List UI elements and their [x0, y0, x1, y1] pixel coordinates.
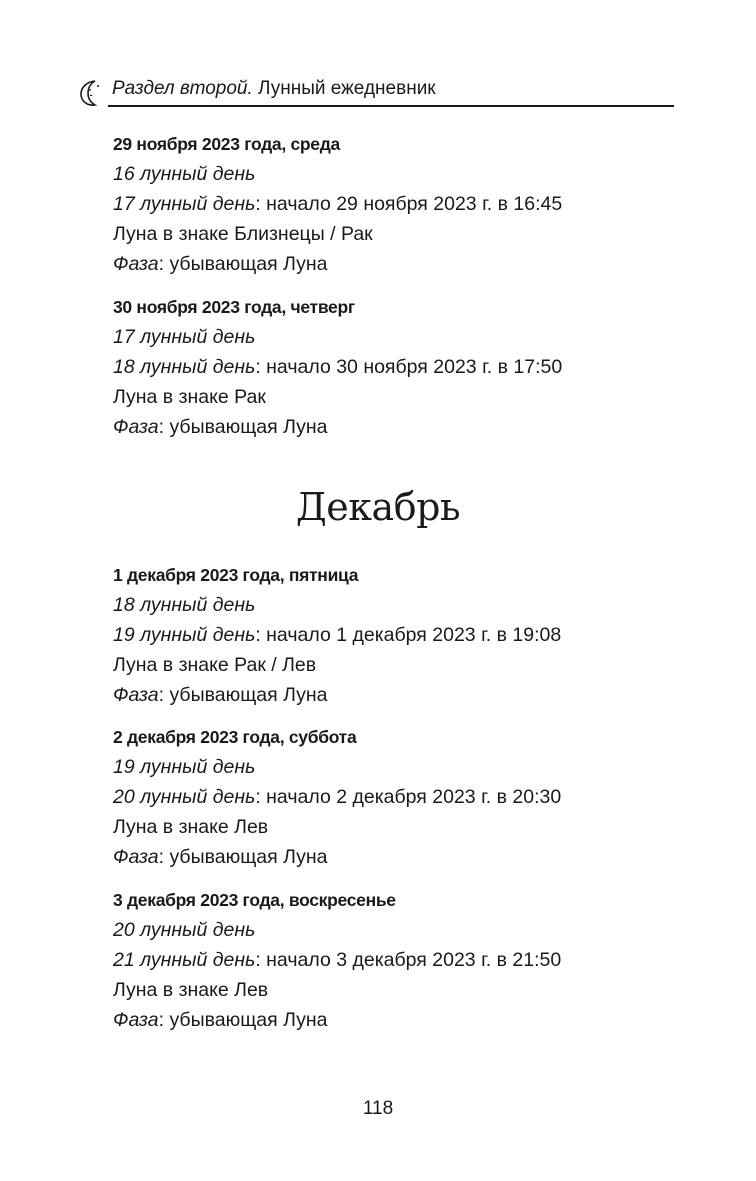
next-lunar-day: 18 лунный день: [113, 356, 256, 378]
next-lunar-day-start: : начало 2 декабря 2023 г. в 20:30: [255, 786, 562, 808]
moon-sign: Луна в знаке Рак: [113, 386, 266, 408]
entry-date: 30 ноября 2023 года, четверг: [113, 297, 355, 317]
section-title: Лунный ежедневник: [252, 78, 436, 99]
lunar-day: 16 лунный день: [113, 163, 256, 185]
phase-value: : убывающая Луна: [158, 416, 328, 438]
next-lunar-day-line: [113, 189, 673, 219]
next-lunar-day-start: : начало 3 декабря 2023 г. в 21:50: [255, 949, 562, 971]
moon-sign: Луна в знаке Лев: [113, 816, 269, 838]
phase-value: : убывающая Луна: [158, 1009, 328, 1031]
moon-sign: Луна в знаке Лев: [113, 979, 269, 1001]
lunar-day: 20 лунный день: [113, 919, 256, 941]
phase-label: Фаза: [113, 1009, 159, 1031]
phase-line: [113, 680, 673, 710]
next-lunar-day: 19 лунный день: [113, 624, 256, 646]
phase-value: : убывающая Луна: [158, 684, 328, 706]
lunar-day: 19 лунный день: [113, 756, 256, 778]
next-lunar-day-line: [113, 352, 673, 382]
phase-line: [113, 249, 673, 279]
phase-label: Фаза: [113, 416, 159, 438]
moon-sign: Луна в знаке Рак / Лев: [113, 654, 317, 676]
phase-line: [113, 842, 673, 872]
entry-date: 1 декабря 2023 года, пятница: [113, 565, 359, 585]
next-lunar-day-line: [113, 782, 673, 812]
entry-date: 3 декабря 2023 года, воскресенье: [113, 890, 396, 910]
next-lunar-day-start: : начало 29 ноября 2023 г. в 16:45: [255, 193, 563, 215]
phase-label: Фаза: [113, 684, 159, 706]
phase-line: [113, 1005, 673, 1035]
phase-label: Фаза: [113, 846, 159, 868]
day-entry: [113, 292, 673, 442]
day-entry: [113, 722, 673, 872]
phase-value: : убывающая Луна: [158, 846, 328, 868]
next-lunar-day-start: : начало 1 декабря 2023 г. в 19:08: [255, 624, 562, 646]
next-lunar-day-line: [113, 620, 673, 650]
lunar-day: 18 лунный день: [113, 594, 256, 616]
next-lunar-day-start: : начало 30 ноября 2023 г. в 17:50: [255, 356, 563, 378]
next-lunar-day: 20 лунный день: [113, 786, 256, 808]
header-title: [112, 78, 436, 100]
entry-date: 29 ноября 2023 года, среда: [113, 134, 340, 154]
entry-date: 2 декабря 2023 года, суббота: [113, 727, 357, 747]
phase-line: [113, 412, 673, 442]
month-heading: Декабрь: [295, 485, 461, 529]
phase-value: : убывающая Луна: [158, 253, 328, 275]
moon-sign: Луна в знаке Близнецы / Рак: [113, 223, 373, 245]
next-lunar-day: 17 лунный день: [113, 193, 256, 215]
section-label: Раздел второй.: [112, 78, 253, 99]
next-lunar-day: 21 лунный день: [113, 949, 256, 971]
next-lunar-day-line: [113, 945, 673, 975]
day-entry: [113, 129, 673, 279]
day-entry: [113, 885, 673, 1035]
lunar-day: 17 лунный день: [113, 326, 256, 348]
crescent-moon-icon: [78, 78, 106, 108]
day-entry: [113, 560, 673, 710]
page-number: 118: [362, 1098, 394, 1119]
header-divider: [108, 105, 674, 107]
phase-label: Фаза: [113, 253, 159, 275]
